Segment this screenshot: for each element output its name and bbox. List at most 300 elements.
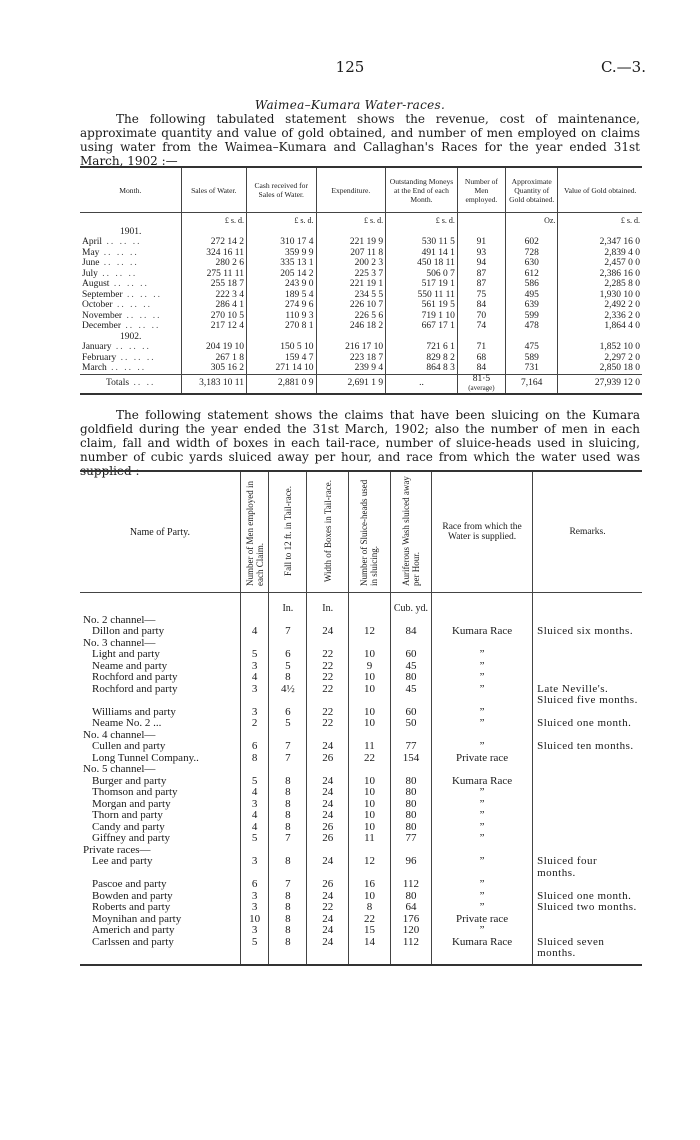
value-cell: [316, 332, 386, 343]
heads-cell: 11: [349, 833, 391, 845]
remarks-cell: Sluiced seven months.: [533, 937, 642, 965]
page-number: 125: [335, 58, 365, 76]
heads-cell: 15: [349, 925, 391, 937]
value-cell: 2,336 2 0: [558, 311, 642, 322]
heads-cell: 10: [349, 799, 391, 811]
unit-cell: Oz.: [505, 213, 557, 227]
value-cell: [386, 227, 458, 238]
width-cell: 22: [307, 718, 349, 730]
remarks-cell: [533, 799, 642, 811]
value-cell: 2,386 16 0: [558, 269, 642, 280]
revenue-col-header: Outstanding Moneys at the End of each Month.: [386, 167, 458, 213]
revenue-col-header: Month.: [80, 167, 181, 213]
value-cell: [316, 227, 386, 238]
claims-col-header: [240, 471, 269, 593]
fall-cell: 7: [269, 879, 307, 891]
width-cell: 22: [307, 672, 349, 684]
race-cell: ”: [432, 799, 533, 811]
month-cell: January .. .. ..: [82, 342, 151, 352]
month-cell: May .. .. ..: [82, 247, 139, 258]
value-cell: 478: [505, 321, 557, 332]
wash-cell: 60: [390, 707, 431, 719]
value-cell: 205 14 2: [246, 269, 316, 280]
party-name: Carlssen and party: [80, 937, 240, 965]
value-cell: 2,492 2 0: [558, 300, 642, 311]
party-name: Thomson and party: [92, 786, 178, 798]
value-cell: [457, 227, 505, 238]
party-name: Long Tunnel Company..: [92, 751, 199, 764]
value-cell: 84: [457, 300, 505, 311]
value-cell: [558, 332, 642, 343]
party-name: Lee and party: [92, 855, 153, 867]
value-cell: 110 9 3: [246, 311, 316, 322]
unit-cell: £ s. d.: [181, 213, 246, 227]
claims-col-header: [349, 471, 391, 593]
table-row: [80, 684, 642, 707]
party-name: Roberts and party: [92, 901, 171, 913]
party-name: Moynihan and party: [92, 912, 182, 925]
group-heading: No. 4 channel—: [83, 728, 156, 741]
table-row: [80, 879, 642, 891]
value-cell: 68: [457, 353, 505, 364]
value-cell: 310 17 4: [246, 237, 316, 248]
fall-cell: 5: [269, 718, 307, 730]
fall-cell: [269, 764, 307, 776]
width-cell: 26: [307, 753, 349, 765]
table-row: [80, 290, 642, 301]
table-row: [80, 833, 642, 845]
unit-cell: [457, 213, 505, 227]
width-cell: 24: [307, 741, 349, 753]
value-cell: 491 14 1: [386, 248, 458, 259]
intro-paragraph-1: The following tabulated statement shows the revenue, cost of maintenance, approximate quantity and value of gold obtained, and number of men employed on claims using water from the Waimea–Kumara and Callaghan's Races for the year ended 31st March, 1902 :—: [80, 112, 640, 168]
table-row: [80, 227, 642, 238]
wash-cell: 80: [390, 787, 431, 799]
men-cell: 3: [240, 902, 269, 914]
month-cell: June .. .. ..: [82, 258, 139, 268]
wash-cell: 80: [390, 810, 431, 822]
revenue-col-header: Cash received for Sales of Water.: [246, 167, 316, 213]
value-cell: 530 11 5: [386, 237, 458, 248]
value-cell: 75: [457, 290, 505, 301]
value-cell: 475: [505, 342, 557, 353]
unit-cell: [349, 593, 391, 615]
value-cell: 150 5 10: [246, 342, 316, 353]
table-row: [80, 269, 642, 280]
table-row: [80, 810, 642, 822]
men-cell: 5: [240, 833, 269, 845]
revenue-col-header: Approximate Quantity of Gold obtained.: [505, 167, 557, 213]
table-row: [80, 311, 642, 322]
value-cell: 226 5 6: [316, 311, 386, 322]
units-row: [80, 593, 642, 615]
group-heading: Private races—: [83, 843, 151, 856]
value-cell: 2,285 8 0: [558, 279, 642, 290]
table-row: [80, 718, 642, 730]
heads-cell: 10: [349, 891, 391, 903]
claims-col-header: Name of Party.: [80, 471, 240, 593]
wash-cell: 84: [390, 626, 431, 638]
heads-cell: 8: [349, 902, 391, 914]
value-cell: 274 9 6: [246, 300, 316, 311]
width-cell: 24: [307, 891, 349, 903]
group-heading: No. 3 channel—: [83, 636, 156, 649]
width-cell: 24: [307, 787, 349, 799]
units-row: [80, 213, 642, 227]
men-cell: 5: [240, 937, 269, 965]
party-name: Morgan and party: [92, 797, 171, 810]
party-name: Bowden and party: [92, 889, 173, 902]
remarks-cell: Sluiced one month.: [533, 891, 642, 903]
month-cell: 1902.: [120, 331, 142, 342]
value-cell: 359 9 9: [246, 248, 316, 259]
value-cell: 239 9 4: [316, 363, 386, 374]
remarks-cell: Sluiced four months.: [533, 856, 642, 879]
remarks-cell: Sluiced two months.: [533, 902, 642, 914]
value-cell: 223 18 7: [316, 353, 386, 364]
table-row: [80, 649, 642, 661]
wash-cell: 77: [390, 833, 431, 845]
value-cell: 517 19 1: [386, 279, 458, 290]
remarks-cell: [533, 776, 642, 788]
value-cell: [246, 332, 316, 343]
party-name: Williams and party: [92, 705, 176, 718]
month-cell: March .. .. ..: [82, 363, 147, 373]
heads-cell: 14: [349, 937, 391, 965]
fall-cell: 6: [269, 649, 307, 661]
men-cell: 3: [240, 925, 269, 937]
value-cell: 721 6 1: [386, 342, 458, 353]
width-cell: 22: [307, 902, 349, 914]
heads-cell: 9: [349, 661, 391, 673]
value-cell: 217 12 4: [181, 321, 246, 332]
width-cell: 24: [307, 937, 349, 965]
heads-cell: 10: [349, 822, 391, 834]
wash-cell: 60: [390, 649, 431, 661]
value-cell: 200 2 3: [316, 258, 386, 269]
value-cell: 280 2 6: [181, 258, 246, 269]
value-cell: 270 8 1: [246, 321, 316, 332]
race-cell: ”: [432, 891, 533, 903]
totals-cell: 7,164: [505, 374, 557, 394]
value-cell: 1,852 10 0: [558, 342, 642, 353]
value-cell: 599: [505, 311, 557, 322]
value-cell: 286 4 1: [181, 300, 246, 311]
fall-cell: 4½: [269, 684, 307, 707]
heads-cell: 10: [349, 787, 391, 799]
document-reference: C.—3.: [600, 58, 646, 76]
remarks-cell: Late Neville's. Sluiced five months.: [533, 684, 642, 707]
men-cell: 4: [240, 787, 269, 799]
heads-cell: 10: [349, 776, 391, 788]
totals-cell: ..: [386, 374, 458, 394]
remarks-cell: [533, 810, 642, 822]
remarks-cell: [533, 822, 642, 834]
heads-cell: 10: [349, 718, 391, 730]
width-cell: 22: [307, 649, 349, 661]
intro-paragraph-2: The following statement shows the claims that have been sluicing on the Kumara goldfield during the year ended the 31st March, 1902; also the number of men in each claim, fall and width of boxes in each tail-race, number of sluice-heads used in sluicing, number of cubic yards sluiced away per hour, and race from which the water used was supplied :—: [80, 408, 640, 478]
table-row: [80, 741, 642, 753]
unit-cell: [432, 593, 533, 615]
race-cell: [432, 764, 533, 776]
fall-cell: 7: [269, 753, 307, 765]
value-cell: 324 16 11: [181, 248, 246, 259]
unit-cell: Cub. yd.: [390, 593, 431, 615]
width-cell: [307, 764, 349, 776]
leader-dots: .. .. ..: [116, 352, 156, 363]
men-cell: 4: [240, 810, 269, 822]
fall-cell: 7: [269, 741, 307, 753]
totals-cell: 27,939 12 0: [558, 374, 642, 394]
unit-cell: In.: [269, 593, 307, 615]
remarks-cell: [533, 787, 642, 799]
value-cell: 630: [505, 258, 557, 269]
race-cell: ”: [432, 787, 533, 799]
value-cell: [457, 332, 505, 343]
section-title: Waimea–Kumara Water-races.: [254, 98, 446, 112]
fall-cell: 8: [269, 672, 307, 684]
value-cell: 87: [457, 279, 505, 290]
race-cell: ”: [432, 925, 533, 937]
wash-cell: 64: [390, 902, 431, 914]
width-cell: 26: [307, 879, 349, 891]
month-cell: April .. .. ..: [82, 237, 142, 247]
wash-cell: 45: [390, 661, 431, 673]
revenue-table: [80, 166, 642, 395]
value-cell: 71: [457, 342, 505, 353]
unit-cell: [533, 593, 642, 615]
table-row: [80, 248, 642, 259]
wash-cell: 45: [390, 684, 431, 707]
wash-cell: 80: [390, 672, 431, 684]
unit-cell: £ s. d.: [316, 213, 386, 227]
party-name: Neame and party: [92, 659, 168, 672]
heads-cell: [349, 764, 391, 776]
claims-col-header: [390, 471, 431, 593]
heads-cell: 10: [349, 810, 391, 822]
table-row: [80, 902, 642, 914]
party-name: Dillon and party: [92, 625, 165, 637]
revenue-col-header: Number of Men employed.: [457, 167, 505, 213]
leader-dots: .. .. ..: [122, 289, 163, 300]
value-cell: [181, 227, 246, 238]
value-cell: 275 11 11: [181, 269, 246, 280]
men-cell: 5: [240, 649, 269, 661]
wash-cell: 50: [390, 718, 431, 730]
value-cell: [386, 332, 458, 343]
width-cell: 24: [307, 626, 349, 638]
table-row: [80, 925, 642, 937]
leader-dots: .. .. ..: [99, 247, 139, 258]
fall-cell: 8: [269, 787, 307, 799]
table-row: [80, 332, 642, 343]
fall-cell: 8: [269, 891, 307, 903]
men-cell: 10: [240, 914, 269, 926]
fall-cell: 8: [269, 776, 307, 788]
party-name: Pascoe and party: [92, 878, 167, 890]
month-cell: December .. .. ..: [82, 321, 161, 331]
value-cell: 639: [505, 300, 557, 311]
fall-cell: 8: [269, 810, 307, 822]
table-row: [80, 279, 642, 290]
value-cell: [505, 332, 557, 343]
value-cell: 243 9 0: [246, 279, 316, 290]
value-cell: 270 10 5: [181, 311, 246, 322]
race-cell: ”: [432, 649, 533, 661]
table-row: [80, 937, 642, 965]
party-name: Giffney and party: [92, 832, 170, 844]
table-row: [80, 787, 642, 799]
rotated-header-text: Number of Men employed in each Claim.: [244, 481, 265, 586]
value-cell: 70: [457, 311, 505, 322]
party-name: Burger and party: [92, 774, 167, 787]
width-cell: 24: [307, 914, 349, 926]
claims-table: [80, 470, 642, 966]
revenue-col-header: Expenditure.: [316, 167, 386, 213]
remarks-cell: [533, 764, 642, 776]
value-cell: 450 18 11: [386, 258, 458, 269]
claims-table-header: [80, 471, 642, 593]
men-cell: 5: [240, 776, 269, 788]
group-heading: No. 5 channel—: [83, 763, 156, 775]
fall-cell: 8: [269, 822, 307, 834]
value-cell: 589: [505, 353, 557, 364]
value-cell: [246, 227, 316, 238]
leader-dots: .. .. ..: [112, 300, 152, 310]
month-cell: October .. .. ..: [82, 300, 152, 310]
width-cell: 24: [307, 810, 349, 822]
revenue-col-header: Value of Gold obtained.: [558, 167, 642, 213]
wash-cell: 96: [390, 856, 431, 879]
value-cell: 864 8 3: [386, 363, 458, 374]
party-name: Light and party: [92, 648, 160, 660]
wash-cell: 80: [390, 776, 431, 788]
value-cell: 84: [457, 363, 505, 374]
totals-cell: 81·5 (average): [457, 374, 505, 394]
race-cell: Kumara Race: [432, 776, 533, 788]
value-cell: 335 13 1: [246, 258, 316, 269]
rotated-header-text: Number of Sluice-heads used in sluicing.: [359, 479, 380, 586]
party-name: Rochford and party: [92, 671, 178, 683]
remarks-cell: [533, 914, 642, 926]
value-cell: 246 18 2: [316, 321, 386, 332]
wash-cell: 80: [390, 822, 431, 834]
value-cell: 225 3 7: [316, 269, 386, 280]
value-cell: 829 8 2: [386, 353, 458, 364]
fall-cell: 8: [269, 925, 307, 937]
table-row: [80, 321, 642, 332]
fall-cell: 8: [269, 937, 307, 965]
width-cell: 22: [307, 707, 349, 719]
width-cell: 22: [307, 684, 349, 707]
table-row: [80, 626, 642, 638]
heads-cell: 10: [349, 684, 391, 707]
value-cell: 221 19 9: [316, 237, 386, 248]
table-row: [80, 672, 642, 684]
race-cell: ”: [432, 684, 533, 707]
leader-dots: .. .. ..: [97, 268, 138, 279]
leader-dots: .. ..: [129, 378, 156, 389]
race-cell: ”: [432, 741, 533, 753]
leader-dots: .. .. ..: [109, 279, 149, 289]
party-name: Rochford and party: [92, 682, 178, 695]
value-cell: 1,930 10 0: [558, 290, 642, 301]
month-cell: February .. .. ..: [82, 352, 156, 363]
heads-cell: 10: [349, 649, 391, 661]
totals-row: [80, 374, 642, 394]
fall-cell: 8: [269, 856, 307, 879]
rotated-header-text: Fall to 12 ft. in Tail-race.: [282, 486, 293, 576]
value-cell: 93: [457, 248, 505, 259]
value-cell: 222 3 4: [181, 290, 246, 301]
table-row: [80, 799, 642, 811]
value-cell: 305 16 2: [181, 363, 246, 374]
value-cell: [558, 227, 642, 238]
unit-cell: [80, 213, 181, 227]
wash-cell: 80: [390, 799, 431, 811]
leader-dots: .. .. ..: [99, 258, 139, 268]
value-cell: [505, 227, 557, 238]
party-name: Cullen and party: [92, 740, 166, 752]
value-cell: 226 10 7: [316, 300, 386, 311]
heads-cell: 22: [349, 914, 391, 926]
value-cell: 94: [457, 258, 505, 269]
width-cell: 26: [307, 833, 349, 845]
remarks-cell: [533, 661, 642, 673]
remarks-cell: [533, 638, 642, 650]
value-cell: 267 1 8: [181, 353, 246, 364]
rotated-header-text: Auriferous Wash sluiced away per Hour.: [400, 476, 421, 586]
men-cell: 2: [240, 718, 269, 730]
claims-col-header: [307, 471, 349, 593]
value-cell: 612: [505, 269, 557, 280]
wash-cell: 120: [390, 925, 431, 937]
value-cell: 2,347 16 0: [558, 237, 642, 248]
value-cell: 731: [505, 363, 557, 374]
table-row: [80, 342, 642, 353]
race-cell: Private race: [432, 753, 533, 765]
totals-cell: 2,881 0 9: [246, 374, 316, 394]
men-cell: 8: [240, 753, 269, 765]
men-cell: 4: [240, 822, 269, 834]
table-row: [80, 353, 642, 364]
heads-cell: 22: [349, 753, 391, 765]
leader-dots: .. .. ..: [106, 363, 147, 373]
value-cell: 91: [457, 237, 505, 248]
leader-dots: .. .. ..: [122, 310, 162, 321]
fall-cell: 8: [269, 799, 307, 811]
value-cell: 728: [505, 248, 557, 259]
totals-cell: 2,691 1 9: [316, 374, 386, 394]
table-row: [80, 753, 642, 765]
value-cell: 74: [457, 321, 505, 332]
month-cell: July .. .. ..: [82, 268, 138, 279]
wash-cell: 176: [390, 914, 431, 926]
value-cell: 719 1 10: [386, 311, 458, 322]
totals-label: Totals .. ..: [80, 374, 181, 394]
value-cell: 221 19 1: [316, 279, 386, 290]
unit-cell: £ s. d.: [558, 213, 642, 227]
men-cell: 6: [240, 741, 269, 753]
value-cell: 667 17 1: [386, 321, 458, 332]
men-cell: 6: [240, 879, 269, 891]
value-cell: 506 0 7: [386, 269, 458, 280]
month-cell: 1901.: [120, 226, 142, 237]
value-cell: 272 14 2: [181, 237, 246, 248]
remarks-cell: [533, 649, 642, 661]
fall-cell: 7: [269, 626, 307, 638]
men-cell: [240, 764, 269, 776]
